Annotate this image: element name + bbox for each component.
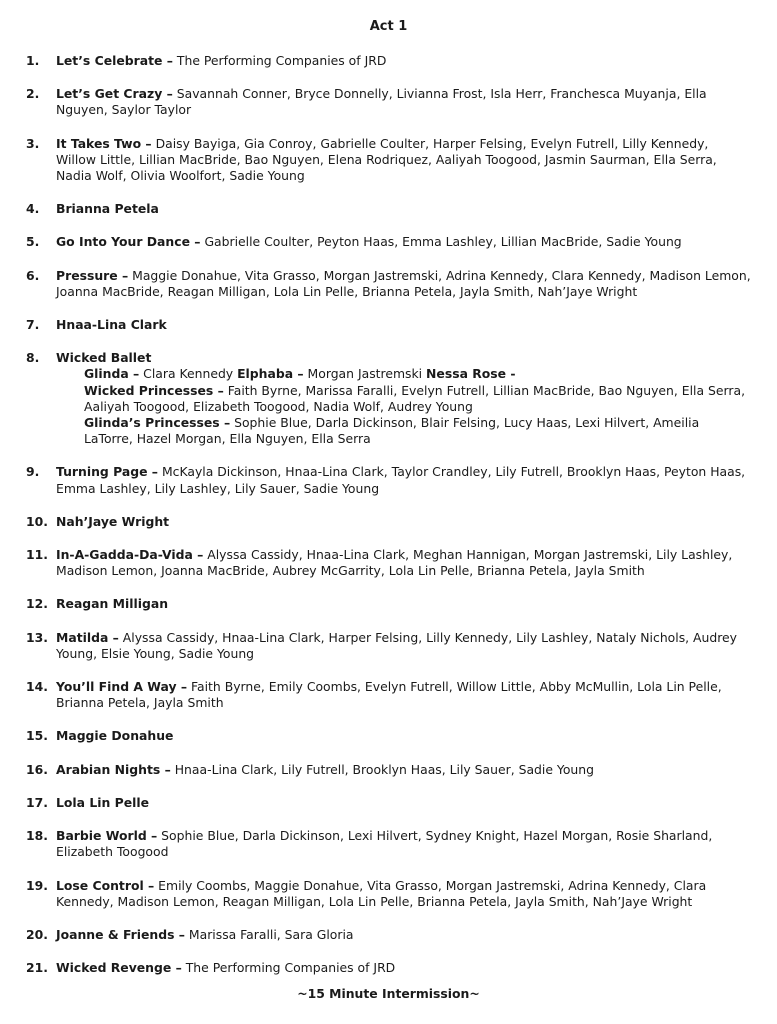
performers: Maggie Donahue, Vita Grasso, Morgan Jastremski, Adrina Kennedy, Clara Kennedy, Madison Lemon, Joanna MacBride, Reagan Milligan, Lola Lin Pelle, Brianna Petela, Jayla Smith, Nah’Jaye Wright xyxy=(56,267,751,299)
dance-title: Matilda – xyxy=(56,629,119,645)
performers: Emily Coombs, Maggie Donahue, Vita Grasso, Morgan Jastremski, Adrina Kennedy, Clara Kennedy, Madison Lemon, Reagan Milligan, Lola Lin Pelle, Brianna Petela, Jayla Smith, Nah’Jaye Wright xyxy=(56,877,707,909)
item-number: 17. xyxy=(26,794,48,810)
item-number: 13. xyxy=(26,629,48,645)
program-item xyxy=(26,630,751,662)
dance-title: Lose Control – xyxy=(56,877,155,893)
role-glindas-princesses-names: Sophie Blue, Darla Dickinson, Blair Felsing, Lucy Haas, Lexi Hilvert, Ameilia LaTorre, Hazel Morgan, Ella Nguyen, Ella Serra xyxy=(84,415,700,447)
role-wicked-princesses-names: Faith Byrne, Marissa Faralli, Evelyn Futrell, Lillian MacBride, Bao Nguyen, Ella Serra, Aaliyah Toogood, Elizabeth Toogood, Nadia Wolf, Audrey Young xyxy=(84,382,746,414)
program-item xyxy=(26,828,751,860)
intermission-note: ~15 Minute Intermission~ xyxy=(297,986,480,1001)
performers: McKayla Dickinson, Hnaa-Lina Clark, Taylor Crandley, Lily Futrell, Brooklyn Haas, Peyton Haas, Emma Lashley, Lily Lashley, Lily Sauer, Sadie Young xyxy=(56,464,746,496)
dance-title: It Takes Two – xyxy=(56,135,152,151)
performers: Alyssa Cassidy, Hnaa-Lina Clark, Meghan Hannigan, Morgan Jastremski, Lily Lashley, Madison Lemon, Joanna MacBride, Aubrey McGarrity, Lola Lin Pelle, Brianna Petela, Jayla Smith xyxy=(56,547,733,579)
dance-title: Hnaa-Lina Clark xyxy=(56,317,167,333)
program-item xyxy=(26,268,751,300)
item-number: 20. xyxy=(26,926,48,942)
performers: Savannah Conner, Bryce Donnelly, Livianna Frost, Isla Herr, Franchesca Muyanja, Ella Nguyen, Saylor Taylor xyxy=(56,86,707,118)
item-number: 5. xyxy=(26,234,40,250)
dance-title: You’ll Find A Way – xyxy=(56,679,188,695)
performers: Faith Byrne, Emily Coombs, Evelyn Futrell, Willow Little, Abby McMullin, Lola Lin Pelle, Brianna Petela, Jayla Smith xyxy=(56,679,722,711)
item-number: 21. xyxy=(26,960,48,976)
program-item xyxy=(26,464,751,496)
item-number: 14. xyxy=(26,679,48,695)
dance-title: Arabian Nights – xyxy=(56,761,171,777)
dance-title: Let’s Get Crazy – xyxy=(56,86,173,102)
item-number: 10. xyxy=(26,513,48,529)
item-number: 7. xyxy=(26,317,40,333)
item-number: 4. xyxy=(26,201,40,217)
program-item xyxy=(26,762,751,778)
role-elphaba-name: Morgan Jastremski xyxy=(303,366,427,382)
dance-title: Wicked Ballet xyxy=(56,350,152,366)
role-line-glindas-princesses xyxy=(84,415,751,447)
dance-title: Turning Page – xyxy=(56,464,158,480)
program-item xyxy=(26,53,751,69)
program-item xyxy=(26,514,751,530)
program-item xyxy=(26,350,751,447)
item-number: 18. xyxy=(26,828,48,844)
program-item xyxy=(26,547,751,579)
item-number: 15. xyxy=(26,728,48,744)
role-glinda: Glinda – xyxy=(84,366,140,382)
program-item xyxy=(26,596,751,612)
program-item xyxy=(26,927,751,943)
program-item xyxy=(26,795,751,811)
performers: Alyssa Cassidy, Hnaa-Lina Clark, Harper Felsing, Lilly Kennedy, Lily Lashley, Nataly Nichols, Audrey Young, Elsie Young, Sadie Young xyxy=(56,629,737,661)
dance-title: Wicked Revenge – xyxy=(56,960,182,976)
program-item xyxy=(26,878,751,910)
role-nessa-rose: Nessa Rose - xyxy=(426,366,516,382)
dance-title: Nah’Jaye Wright xyxy=(56,513,170,529)
item-number: 2. xyxy=(26,86,40,102)
item-number: 3. xyxy=(26,135,40,151)
dance-title: Brianna Petela xyxy=(56,201,159,217)
dance-title: Let’s Celebrate – xyxy=(56,53,173,68)
program-item xyxy=(26,136,751,185)
dance-title: Barbie World – xyxy=(56,828,158,844)
item-number: 16. xyxy=(26,761,48,777)
dance-title: Joanne & Friends – xyxy=(56,926,185,942)
dance-title: Reagan Milligan xyxy=(56,596,169,612)
act-title: Act 1 xyxy=(369,19,408,34)
item-number: 12. xyxy=(26,596,48,612)
item-number: 19. xyxy=(26,877,48,893)
dance-title: Pressure – xyxy=(56,267,129,283)
performers: Gabrielle Coulter, Peyton Haas, Emma Lashley, Lillian MacBride, Sadie Young xyxy=(200,234,682,250)
program-item xyxy=(26,728,751,744)
program-item xyxy=(26,201,751,217)
dance-title: In-A-Gadda-Da-Vida – xyxy=(56,547,204,563)
program-item xyxy=(26,679,751,711)
performers: Marissa Faralli, Sara Gloria xyxy=(184,926,354,942)
role-line-leads xyxy=(84,366,751,382)
performers: Sophie Blue, Darla Dickinson, Lexi Hilvert, Sydney Knight, Hazel Morgan, Rosie Sharland, Elizabeth Toogood xyxy=(56,828,713,860)
performers: Daisy Bayiga, Gia Conroy, Gabrielle Coulter, Harper Felsing, Evelyn Futrell, Lilly Kennedy, Willow Little, Lillian MacBride, Bao Nguyen, Elena Rodriquez, Aaliyah Toogood, Jasmin Saurman, Ella Serra, Nadia Wolf, Olivia Woolfort, Sadie Young xyxy=(56,135,717,184)
program-item xyxy=(26,234,751,250)
role-glinda-name: Clara Kennedy xyxy=(139,366,238,382)
item-number: 6. xyxy=(26,267,40,283)
role-glindas-princesses: Glinda’s Princesses – xyxy=(84,415,231,431)
item-number: 1. xyxy=(26,53,40,68)
performers: The Performing Companies of JRD xyxy=(181,960,396,976)
program-item xyxy=(26,86,751,118)
role-line-wicked-princesses xyxy=(84,383,751,415)
program-list xyxy=(26,53,751,993)
dance-title: Lola Lin Pelle xyxy=(56,794,149,810)
item-number: 11. xyxy=(26,547,48,563)
program-item xyxy=(26,960,751,976)
role-elphaba: Elphaba – xyxy=(237,366,304,382)
performers: The Performing Companies of JRD xyxy=(172,53,387,68)
item-number: 9. xyxy=(26,464,40,480)
role-wicked-princesses: Wicked Princesses – xyxy=(84,382,224,398)
performers: Hnaa-Lina Clark, Lily Futrell, Brooklyn Haas, Lily Sauer, Sadie Young xyxy=(170,761,594,777)
dance-title: Maggie Donahue xyxy=(56,728,174,744)
item-number: 8. xyxy=(26,350,40,366)
dance-title: Go Into Your Dance – xyxy=(56,234,201,250)
program-item xyxy=(26,317,751,333)
